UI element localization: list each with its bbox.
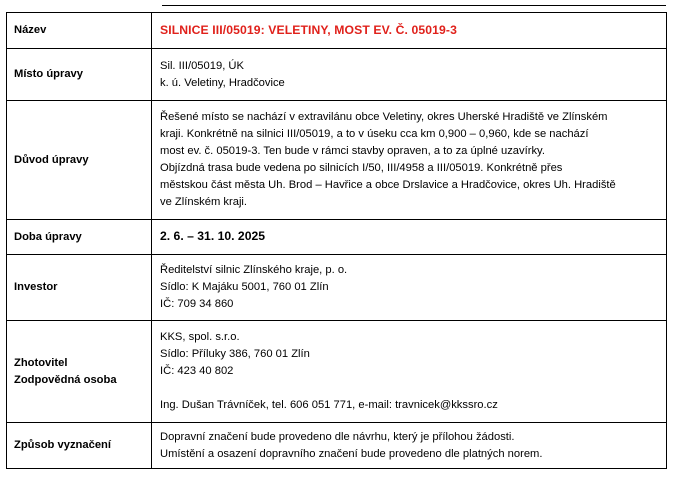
- text-line: k. ú. Veletiny, Hradčovice: [160, 76, 285, 89]
- row-value-zpusob: [152, 423, 667, 469]
- row-value-investor: [152, 255, 667, 321]
- row-label-investor: Investor: [7, 255, 152, 321]
- text-line: most ev. č. 05019-3. Ten bude v rámci stavby opraven, a to za úplné uzavírky.: [160, 145, 545, 157]
- text-line: Dopravní značení bude provedeno dle návrhu, který je přílohou žádosti.: [160, 430, 515, 443]
- top-rule: [162, 5, 666, 6]
- text-line: Sídlo: K Majáku 5001, 760 01 Zlín: [160, 281, 329, 293]
- label-line: Zodpovědná osoba: [14, 373, 117, 386]
- contact-line: Ing. Dušan Trávníček, tel. 606 051 771, e-mail: travnicek@kkssro.cz: [160, 399, 498, 411]
- period-dates: 2. 6. – 31. 10. 2025: [160, 229, 266, 243]
- table-row: [7, 101, 667, 220]
- table-row: [7, 49, 667, 101]
- row-label-duvod: Důvod úpravy: [7, 101, 152, 220]
- text-line: Objízdná trasa bude vedena po silnicích I/50, III/4958 a III/05019. Konkrétně přes: [160, 162, 563, 174]
- row-value-zhotovitel: [152, 321, 667, 423]
- text-line: Sídlo: Příluky 386, 760 01 Zlín: [160, 348, 310, 360]
- document-title: SILNICE III/05019: VELETINY, MOST EV. Č. 05019-3: [160, 22, 457, 37]
- row-label-misto: Místo úpravy: [7, 49, 152, 101]
- row-value-misto: [152, 49, 667, 101]
- text-line: ve Zlínském kraji.: [160, 196, 248, 208]
- text-line: Ředitelství silnic Zlínského kraje, p. o.: [160, 264, 348, 276]
- table-row: [7, 13, 667, 49]
- row-label-nazev: Název: [7, 13, 152, 49]
- row-value-duvod: [152, 101, 667, 220]
- table-row: [7, 255, 667, 321]
- table-row: [7, 321, 667, 423]
- text-line: Umístění a osazení dopravního značení bude provedeno dle platných norem.: [160, 447, 543, 460]
- text-line: IČ: 423 40 802: [160, 365, 234, 377]
- text-line: KKS, spol. s.r.o.: [160, 331, 240, 343]
- table-row: [7, 220, 667, 255]
- row-value-doba: [152, 220, 667, 255]
- text-line: Sil. III/05019, ÚK: [160, 59, 244, 72]
- text-line: kraji. Konkrétně na silnici III/05019, a to v úseku cca km 0,900 – 0,960, kde se nachází: [160, 128, 589, 140]
- text-line: Řešené místo se nachází v extravilánu obce Veletiny, okres Uherské Hradiště ve Zlínském: [160, 111, 608, 123]
- row-value-nazev: [152, 13, 667, 49]
- row-label-zhotovitel: [7, 321, 152, 423]
- spacer: [160, 380, 660, 397]
- text-line: městskou část města Uh. Brod – Havřice a obce Drslavice a Hradčovice, okres Uh. Hradiště: [160, 179, 616, 191]
- row-label-doba: Doba úpravy: [7, 220, 152, 255]
- table-row: [7, 423, 667, 469]
- info-table: [6, 12, 667, 469]
- label-line: Zhotovitel: [14, 356, 68, 369]
- row-label-zpusob: Způsob vyznačení: [7, 423, 152, 469]
- text-line: IČ: 709 34 860: [160, 298, 234, 310]
